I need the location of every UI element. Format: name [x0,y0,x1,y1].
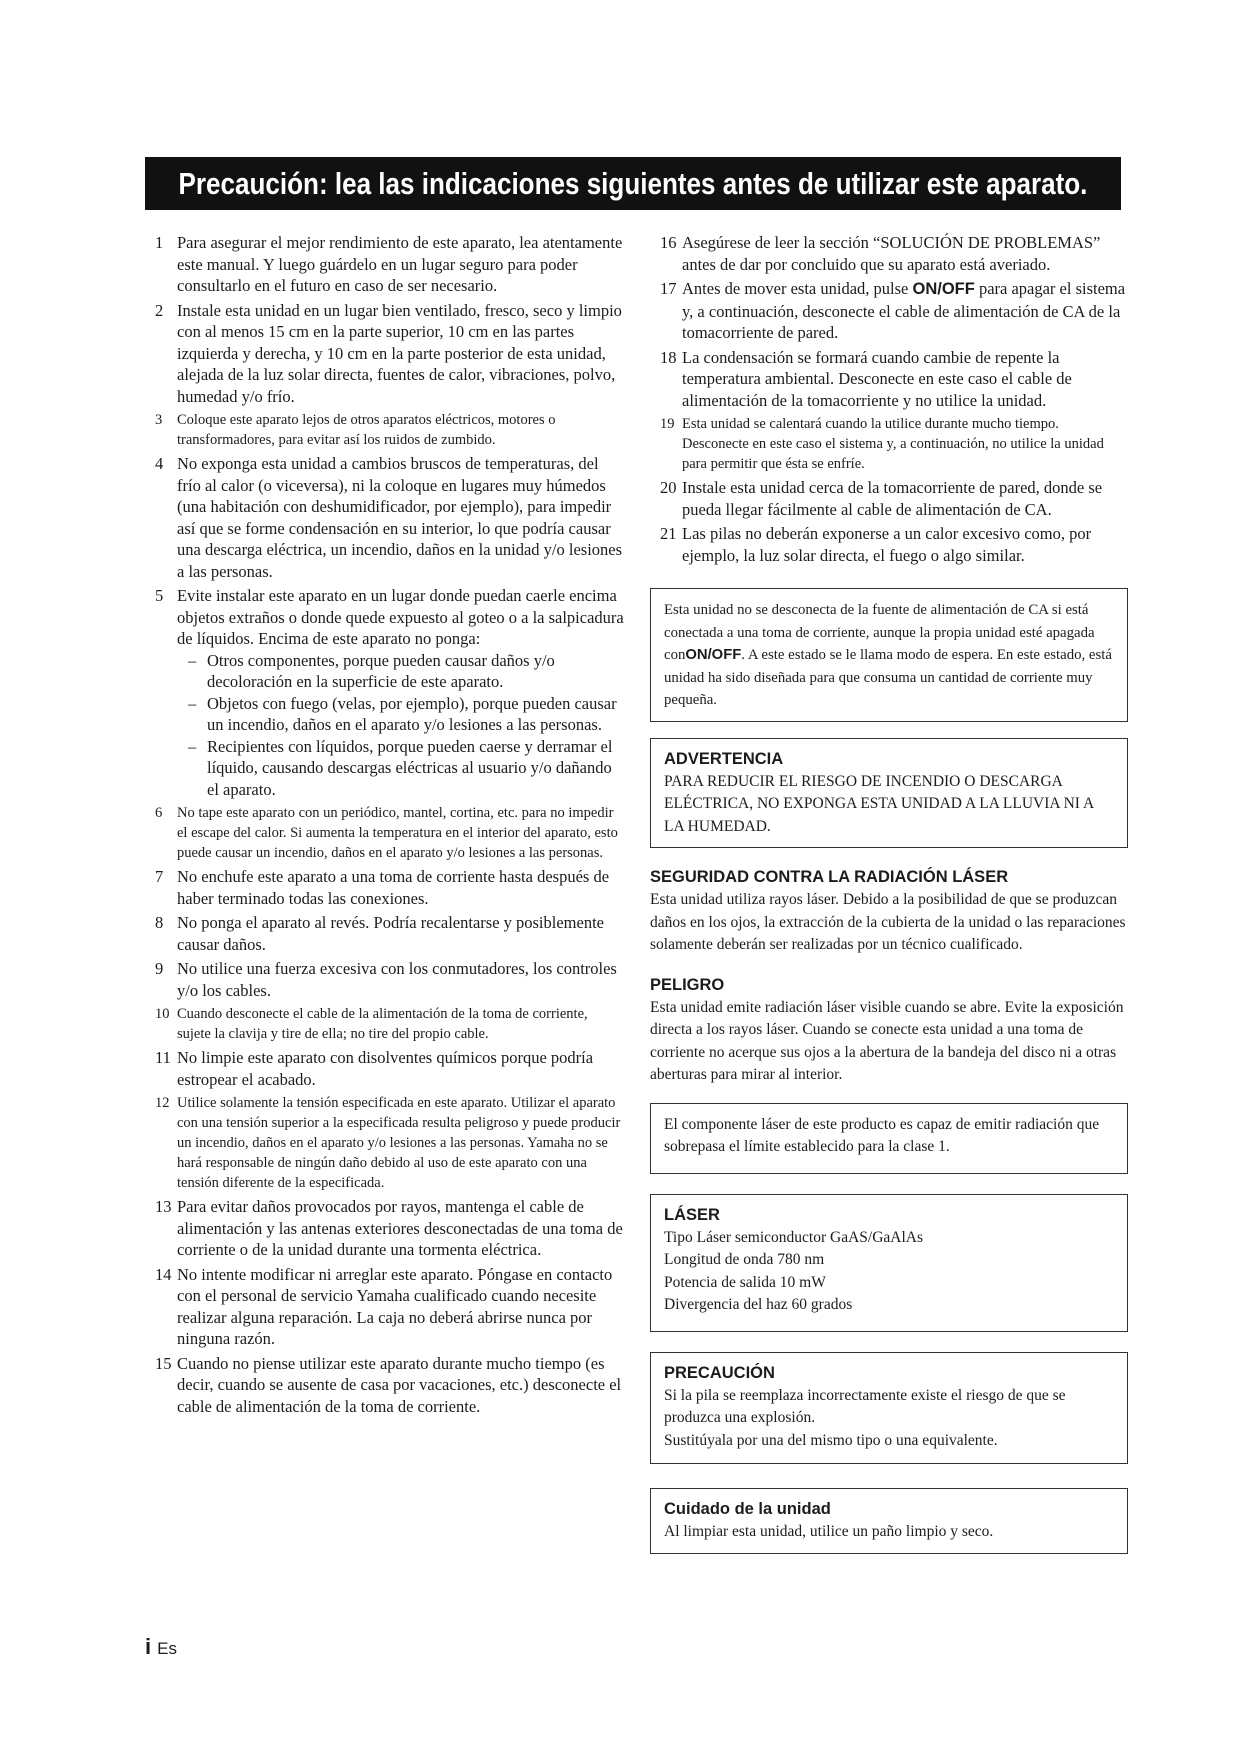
item-number: 2 [155,300,164,320]
item-text: Evite instalar este aparato en un lugar donde puedan caerle encima objetos extraños o donde quede expuesto al goteo o a la salpicadura de líquidos. Encima de este aparato no ponga: [177,586,624,648]
list-item [650,477,1128,520]
item-number: 17 [660,279,677,298]
item-text: Utilice solamente la tensión especificada en este aparato. Utilizar el aparato con una tensión superior a la especificada resulta peligroso y puede producir un incendio, daños en el aparato y/o lesiones a las personas. Yamaha no se hará responsable de ningún daño debido al uso de este aparato con una tensión diferente de la especificada. [177,1095,621,1191]
item-number: 1 [155,233,164,252]
standby-notice-box [650,588,1128,722]
sub-item-text: Otros componentes, porque pueden causar daños y/o decoloración en la superficie de este aparato. [207,650,555,691]
list-item [145,1264,625,1350]
dash-bullet: – [188,736,197,756]
item-text: La condensación se formará cuando cambie de repente la temperatura ambiental. Desconecte en este caso el cable de alimentación de la tomacorriente y no utilice la unidad. [682,347,1072,410]
item-number: 15 [155,1353,172,1373]
item-text: No enchufe este aparato a una toma de corriente hasta después de haber terminado todas las conexiones. [177,867,610,908]
laser-spec-line: Divergencia del haz 60 grados [664,1296,853,1313]
item-text: Coloque este aparato lejos de otros aparatos eléctricos, motores o transformadores, para evitar así los ruidos de zumbido. [177,412,556,448]
list-item [650,232,1128,275]
item-text: Para asegurar el mejor rendimiento de este aparato, lea atentamente este manual. Y luego guárdelo en un lugar seguro para poder consultarlo en el futuro en caso de ser necesario. [177,233,623,295]
list-item [145,1004,625,1044]
on-off-key-label: ON/OFF [685,647,742,663]
item-text: Cuando desconecte el cable de la alimentación de la toma de corriente, sujete la clavija y tire de ella; no tire del propio cable. [177,1006,588,1042]
on-off-key-label: ON/OFF [912,280,975,298]
item-text: No exponga esta unidad a cambios bruscos de temperaturas, del frío al calor (o viceversa), ni la coloque en lugares muy húmedos (una habitación con deshumidificador, por ejemplo), para impedir así que se forme condensación en su interior, lo que podría causar una descarga eléctrica, un incendio, daños en la unidad y/o lesiones a las personas. [177,454,623,581]
sub-item-text: Recipientes con líquidos, porque pueden caerse y derramar el líquido, causando descargas eléctricas al usuario y/o dañando el aparato. [207,736,613,799]
item-text: No tape este aparato con un periódico, mantel, cortina, etc. para no impedir el escape del calor. Si aumenta la temperatura en el interior del aparato, esto puede causar un incendio, daños en el aparato y/o lesiones a las personas. [177,805,618,861]
list-item [145,803,625,863]
laser-safety-text: Esta unidad utiliza rayos láser. Debido a la posibilidad de que se produzcan daños en los ojos, la extracción de la cubierta de la unidad o las reparaciones solamente deberán ser realizadas por un técnico cualificado. [650,891,1126,953]
care-text: Al limpiar esta unidad, utilice un paño limpio y seco. [664,1523,994,1540]
dash-bullet: – [188,650,197,670]
item-text: Esta unidad se calentará cuando la utilice durante mucho tiempo. Desconecte en este caso el sistema y, a continuación, no utilice la unidad para permitir que ésta se enfríe. [682,416,1104,472]
list-item [145,453,625,582]
list-item [650,347,1128,412]
warning-text: PARA REDUCIR EL RIESGO DE INCENDIO O DESCARGA ELÉCTRICA, NO EXPONGA ESTA UNIDAD A LA LLUVIA NI A LA HUMEDAD. [664,772,1094,835]
item-number: 21 [660,524,677,543]
item-number: 19 [660,416,675,432]
item-number: 9 [155,959,164,978]
page-header-banner [145,157,1121,210]
danger-title: PELIGRO [650,975,725,994]
item-number: 13 [155,1197,172,1216]
list-item [145,300,625,408]
warning-title: ADVERTENCIA [664,749,784,768]
item-number: 11 [155,1048,171,1067]
item-text: Cuando no piense utilizar este aparato durante mucho tiempo (es decir, cuando se ausente de casa por vacaciones, etc.) desconecte el cable de alimentación de la toma de corriente. [177,1353,622,1416]
left-column [145,232,625,1420]
right-column [650,232,1128,1554]
danger-section [650,975,1128,1087]
laser-class-box [650,1103,1128,1174]
item-text-pre: Antes de mover esta unidad, pulse [682,279,913,298]
item-text: Instale esta unidad en un lugar bien ventilado, fresco, seco y limpio con al menos 15 cm en la parte superior, 10 cm en las partes izquierda y derecha, y 10 cm en la parte posterior de esta unidad, alejada de la luz solar directa, fuentes de calor, vibraciones, polvo, humedad y/o frío. [177,300,622,406]
item-text: No ponga el aparato al revés. Podría recalentarse y posiblemente causar daños. [177,913,604,954]
laser-spec-line: Potencia de salida 10 mW [664,1273,826,1291]
item-number: 8 [155,913,164,932]
page-footer [145,1634,177,1660]
item-text: No intente modificar ni arreglar este aparato. Póngase en contacto con el personal de servicio Yamaha cualificado cuando necesite realizar alguna reparación. La caja no deberá abrirse nunca por ninguna razón. [177,1264,613,1348]
list-item [145,1047,625,1090]
unit-care-box [650,1488,1128,1554]
caution-line: Si la pila se reemplaza incorrectamente existe el riesgo de que se produzca una explosión. [664,1386,1066,1426]
item-text: No limpie este aparato con disolventes químicos porque podría estropear el acabado. [177,1048,594,1089]
caution-title: PRECAUCIÓN [664,1363,775,1382]
caution-line: Sustitúyala por una del mismo tipo o una equivalente. [664,1431,998,1449]
list-item [650,278,1128,344]
item-number: 18 [660,347,677,367]
list-item [145,912,625,955]
standby-text-post: . A este estado se le llama modo de espera. En este estado, está unidad ha sido diseñada para que consuma un cantidad de corriente muy pequeña. [664,647,1112,708]
item-text: Las pilas no deberán exponerse a un calor excesivo como, por ejemplo, la luz solar directa, el fuego o algo similar. [682,524,1092,565]
item-text: Instale esta unidad cerca de la tomacorriente de pared, donde se pueda llegar fácilmente al cable de alimentación de CA. [682,478,1103,519]
list-item [145,410,625,450]
item-number: 4 [155,454,164,473]
standby-text-pre: Esta unidad no se desconecta de la fuente de alimentación de CA si está conectada a una toma de corriente, aunque la propia unidad esté apagada con [664,602,1095,663]
list-item [650,523,1128,566]
sub-list-item [145,736,625,801]
laser-spec-line: Longitud de onda 780 nm [664,1251,825,1268]
battery-caution-box [650,1352,1128,1465]
item-text-post: para apagar el sistema y, a continuación, desconecte el cable de alimentación de CA de la tomacorriente de pared. [682,279,1126,342]
laser-spec-title: LÁSER [664,1205,720,1224]
page-number: i [145,1634,152,1659]
list-item [145,232,625,297]
list-item [145,1093,625,1193]
list-item [145,958,625,1001]
item-number: 6 [155,805,163,821]
item-number: 10 [155,1006,170,1022]
laser-safety-section [650,867,1128,957]
list-item [145,1196,625,1261]
sub-list-item [145,693,625,736]
sub-list-item [145,650,625,693]
care-title: Cuidado de la unidad [664,1500,831,1518]
item-text: Asegúrese de leer la sección “SOLUCIÓN DE PROBLEMAS” antes de dar por concluido que su aparato está averiado. [682,233,1101,274]
sub-item-text: Objetos con fuego (velas, por ejemplo), porque pueden causar un incendio, daños en el aparato y/o lesiones a las personas. [207,693,617,734]
dash-bullet: – [188,693,197,713]
item-number: 14 [155,1264,172,1284]
warning-box [650,738,1128,849]
item-text: Para evitar daños provocados por rayos, mantenga el cable de alimentación y las antenas exteriores desconectadas de una toma de corriente o de la unidad durante una tormenta eléctrica. [177,1197,623,1259]
laser-class-text: El componente láser de este producto es capaz de emitir radiación que sobrepasa el límite establecido para la clase 1. [664,1115,1100,1155]
item-number: 16 [660,233,677,252]
laser-safety-title: SEGURIDAD CONTRA LA RADIACIÓN LÁSER [650,868,1009,886]
item-number: 20 [660,478,677,497]
danger-text: Esta unidad emite radiación láser visible cuando se abre. Evite la exposición directa a los rayos láser. Cuando se conecte esta unidad a una toma de corriente no acerque sus ojos a la abertura de la bandeja del disco ni a otras aberturas para mirar al interior. [650,998,1124,1083]
language-code: Es [157,1639,177,1658]
item-number: 3 [155,412,163,428]
list-item [145,866,625,909]
page-title: Precaución: lea las indicaciones siguientes antes de utilizar este aparato. [178,165,1088,201]
list-item [145,585,625,650]
laser-spec-box [650,1194,1128,1332]
list-item [145,1353,625,1418]
standby-notice-text [664,599,1114,712]
item-text: No utilice una fuerza excesiva con los conmutadores, los controles y/o los cables. [177,959,617,1000]
item-number: 5 [155,586,164,605]
item-number: 7 [155,867,164,886]
list-item [650,414,1128,474]
laser-spec-line: Tipo Láser semiconductor GaAS/GaAlAs [664,1228,924,1246]
item-number: 12 [155,1095,170,1111]
